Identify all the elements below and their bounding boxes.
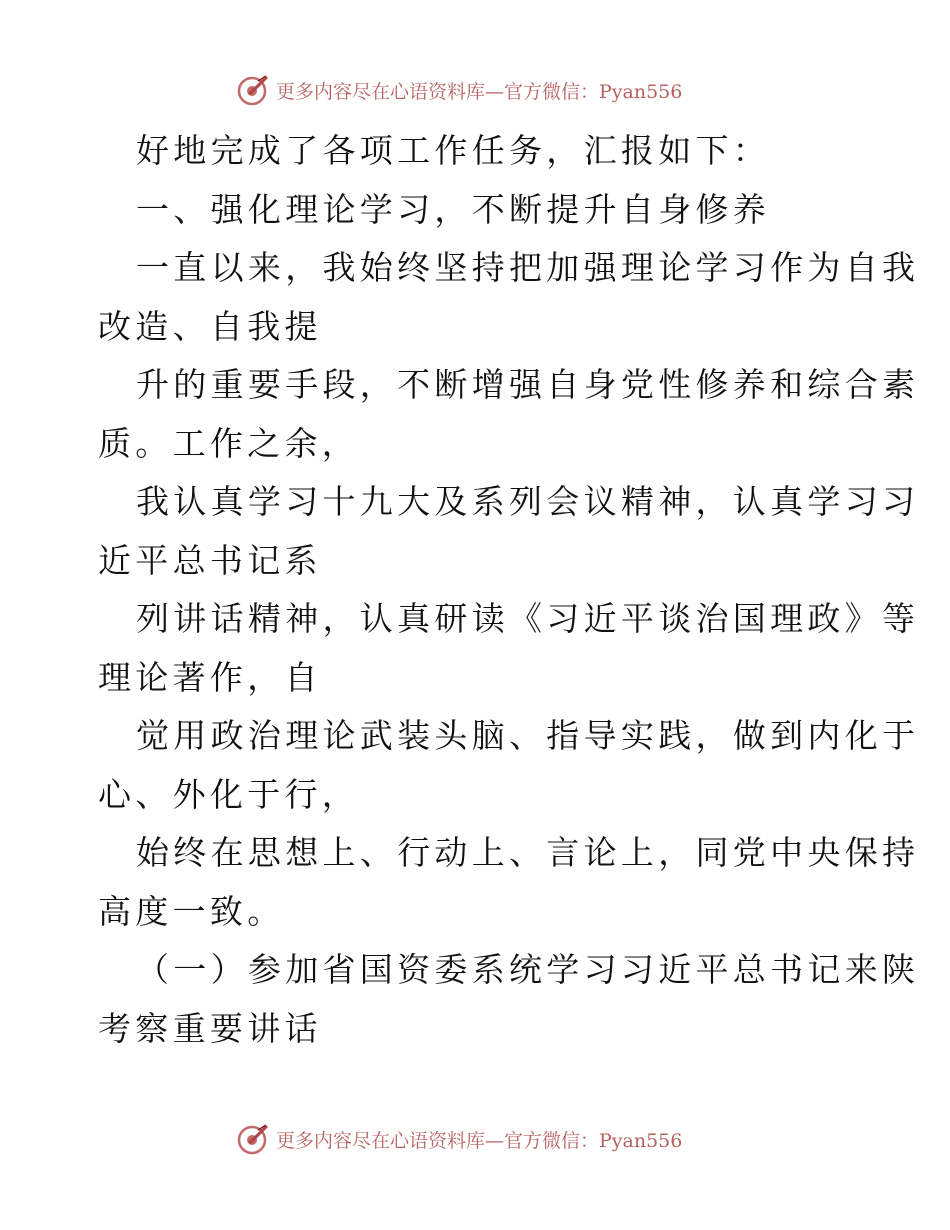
watermark-text: 更多内容尽在心语资料库—官方微信：Pyan556: [276, 1129, 683, 1152]
body-line: 理论著作，自: [98, 657, 322, 697]
body-line: 升的重要手段，不断增强自身党性修养和综合素: [136, 365, 920, 404]
body-line: 觉用政治理论武装头脑、指导实践，做到内化于: [136, 716, 920, 755]
document-body: [98, 122, 920, 1058]
quill-logo-icon: [236, 73, 270, 107]
body-line: 一、强化理论学习，不断提升自身修养: [136, 189, 771, 229]
quill-logo-icon: [236, 1122, 270, 1156]
body-line: 列讲话精神，认真研读《习近平谈治国理政》等: [136, 599, 920, 638]
body-line: 高度一致。: [98, 891, 285, 931]
body-line: 质。工作之余，: [98, 423, 360, 463]
body-line: 心、外化于行，: [98, 774, 360, 814]
body-line: 改造、自我提: [98, 306, 322, 346]
body-line: 近平总书记系: [98, 540, 322, 580]
header-watermark: [236, 72, 682, 108]
watermark-text: 更多内容尽在心语资料库—官方微信：Pyan556: [276, 80, 683, 103]
body-line: 一直以来，我始终坚持把加强理论学习作为自我: [136, 248, 920, 287]
body-line: 我认真学习十九大及系列会议精神，认真学习习: [136, 482, 920, 521]
footer-watermark: [236, 1121, 682, 1157]
body-line: 好地完成了各项工作任务，汇报如下：: [136, 131, 771, 170]
body-line: 考察重要讲话: [98, 1008, 322, 1048]
body-line: （一）参加省国资委系统学习习近平总书记来陕: [136, 950, 920, 989]
body-line: 始终在思想上、行动上、言论上，同党中央保持: [136, 833, 920, 872]
